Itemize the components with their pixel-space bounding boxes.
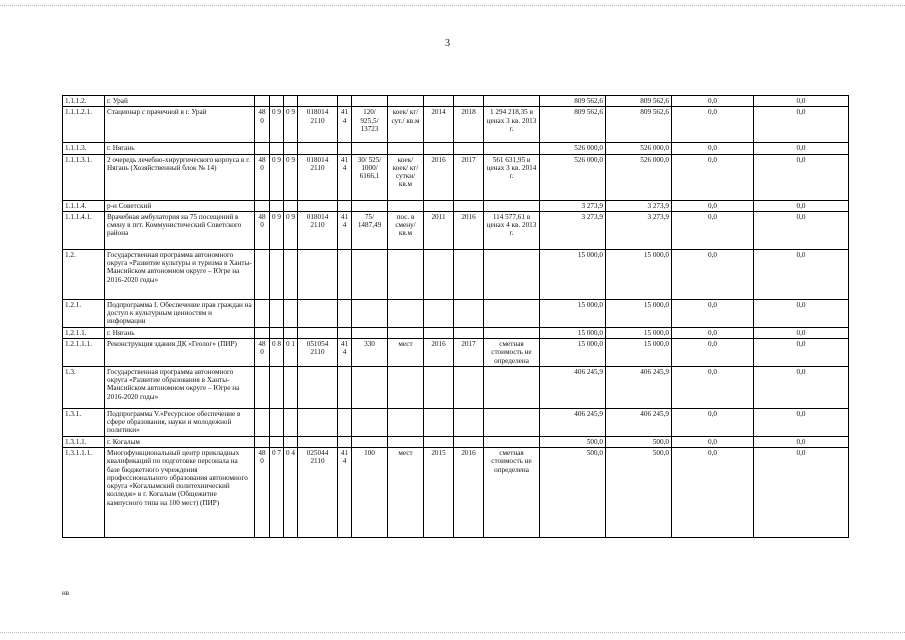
cell-v1: 3 273,9 bbox=[540, 200, 606, 211]
cell-a bbox=[255, 143, 270, 154]
cell-cap bbox=[352, 96, 388, 107]
cell-y1 bbox=[424, 96, 454, 107]
cell-a bbox=[255, 96, 270, 107]
cell-y2 bbox=[454, 299, 484, 327]
table-row bbox=[63, 366, 849, 408]
cell-b: 0 9 bbox=[270, 107, 284, 143]
cell-e: 41 4 bbox=[338, 107, 352, 143]
cell-cost bbox=[484, 408, 540, 436]
cell-unit bbox=[388, 299, 424, 327]
cell-v2: 15 000,0 bbox=[606, 299, 672, 327]
cell-d bbox=[298, 327, 338, 338]
cell-e bbox=[338, 143, 352, 154]
cell-y2: 2018 bbox=[454, 107, 484, 143]
cell-e: 41 4 bbox=[338, 211, 352, 249]
cell-d bbox=[298, 408, 338, 436]
cell-y2: 2016 bbox=[454, 211, 484, 249]
table-row bbox=[63, 299, 849, 327]
cell-a bbox=[255, 200, 270, 211]
table-row bbox=[63, 436, 849, 447]
cell-v1: 406 245,9 bbox=[540, 408, 606, 436]
cell-code: 1.3.1.1.1. bbox=[63, 447, 105, 537]
cell-name: Врачебная амбулатория на 75 посещений в смену в пгт. Коммунистический Советского района bbox=[105, 211, 255, 249]
cell-c bbox=[284, 366, 298, 408]
cell-v1: 406 245,9 bbox=[540, 366, 606, 408]
cell-v2: 15 000,0 bbox=[606, 338, 672, 366]
cell-code: 1.1.1.4. bbox=[63, 200, 105, 211]
cell-code: 1.2.1.1.1. bbox=[63, 338, 105, 366]
cell-v4: 0,0 bbox=[754, 211, 849, 249]
cell-e: 41 4 bbox=[338, 338, 352, 366]
cell-b bbox=[270, 249, 284, 299]
cell-name: Подпрограмма I. Обеспечение прав граждан на доступ к культурным ценностям и информации bbox=[105, 299, 255, 327]
cell-unit: пос. в смену/ кв.м bbox=[388, 211, 424, 249]
cell-v3: 0,0 bbox=[672, 408, 754, 436]
cell-v3: 0,0 bbox=[672, 447, 754, 537]
cell-y1: 2016 bbox=[424, 338, 454, 366]
cell-e: 41 4 bbox=[338, 154, 352, 200]
cell-code: 1.3.1.1. bbox=[63, 436, 105, 447]
cell-c bbox=[284, 436, 298, 447]
cell-c: 0 1 bbox=[284, 338, 298, 366]
cell-v4: 0,0 bbox=[754, 299, 849, 327]
cell-v1: 500,0 bbox=[540, 447, 606, 537]
cell-e: 41 4 bbox=[338, 447, 352, 537]
cell-cap bbox=[352, 200, 388, 211]
cell-a bbox=[255, 299, 270, 327]
cell-y2 bbox=[454, 200, 484, 211]
cell-b bbox=[270, 299, 284, 327]
cell-y2: 2017 bbox=[454, 154, 484, 200]
table-row bbox=[63, 143, 849, 154]
cell-name: Реконструкция здания ДК «Геолог» (ПИР) bbox=[105, 338, 255, 366]
cell-v4: 0,0 bbox=[754, 107, 849, 143]
cell-v4: 0,0 bbox=[754, 366, 849, 408]
cell-name: г. Когалым bbox=[105, 436, 255, 447]
cell-cost bbox=[484, 366, 540, 408]
cell-cost bbox=[484, 327, 540, 338]
cell-v1: 15 000,0 bbox=[540, 338, 606, 366]
cell-code: 1.1.1.2. bbox=[63, 96, 105, 107]
cell-code: 1.2.1.1. bbox=[63, 327, 105, 338]
cell-y1 bbox=[424, 366, 454, 408]
cell-a: 48 0 bbox=[255, 211, 270, 249]
cell-v4: 0,0 bbox=[754, 447, 849, 537]
cell-v2: 15 000,0 bbox=[606, 249, 672, 299]
table-row bbox=[63, 327, 849, 338]
cell-cap: 30/ 525/ 1000/ 6166,1 bbox=[352, 154, 388, 200]
cell-v4: 0,0 bbox=[754, 154, 849, 200]
cell-a: 48 0 bbox=[255, 447, 270, 537]
cell-code: 1.2.1. bbox=[63, 299, 105, 327]
cell-unit: мест bbox=[388, 447, 424, 537]
cell-a bbox=[255, 408, 270, 436]
cell-a bbox=[255, 249, 270, 299]
cell-d: 018014 2110 bbox=[298, 107, 338, 143]
cell-cost bbox=[484, 200, 540, 211]
cell-d: 025044 2110 bbox=[298, 447, 338, 537]
cell-v4: 0,0 bbox=[754, 408, 849, 436]
cell-v2: 526 000,0 bbox=[606, 154, 672, 200]
cell-name: Государственная программа автономного округа «Развитие образования в Ханты-Мансийском автономном округе – Югре на 2016-2020 годы» bbox=[105, 366, 255, 408]
cell-cost: сметная стоимость не определена bbox=[484, 447, 540, 537]
cell-v3: 0,0 bbox=[672, 338, 754, 366]
cell-v1: 526 000,0 bbox=[540, 154, 606, 200]
cell-y1: 2011 bbox=[424, 211, 454, 249]
cell-v3: 0,0 bbox=[672, 249, 754, 299]
cell-unit bbox=[388, 96, 424, 107]
cell-unit bbox=[388, 408, 424, 436]
cell-v2: 526 000,0 bbox=[606, 143, 672, 154]
investment-table bbox=[62, 95, 849, 538]
cell-b bbox=[270, 143, 284, 154]
cell-d bbox=[298, 299, 338, 327]
cell-cap bbox=[352, 299, 388, 327]
cell-y2 bbox=[454, 143, 484, 154]
cell-y2 bbox=[454, 327, 484, 338]
cell-name: г. Нягань bbox=[105, 143, 255, 154]
cell-y1: 2016 bbox=[424, 154, 454, 200]
cell-b: 0 7 bbox=[270, 447, 284, 537]
cell-d bbox=[298, 143, 338, 154]
cell-y2: 2017 bbox=[454, 338, 484, 366]
cell-v3: 0,0 bbox=[672, 154, 754, 200]
cell-code: 1.1.1.3.1. bbox=[63, 154, 105, 200]
cell-unit: коек/ кг/ сут./ кв.м bbox=[388, 107, 424, 143]
cell-name: Государственная программа автономного округа «Развитие культуры и туризма в Ханты-Мансийском автономном округе – Югре на 2016-2020 годы» bbox=[105, 249, 255, 299]
scan-edge-top bbox=[0, 5, 905, 7]
cell-y1 bbox=[424, 436, 454, 447]
cell-cap: 330 bbox=[352, 338, 388, 366]
table-body bbox=[63, 96, 849, 538]
cell-y2 bbox=[454, 96, 484, 107]
cell-v2: 3 273,9 bbox=[606, 211, 672, 249]
cell-code: 1.3.1. bbox=[63, 408, 105, 436]
cell-y2 bbox=[454, 366, 484, 408]
cell-y1 bbox=[424, 299, 454, 327]
cell-e bbox=[338, 96, 352, 107]
cell-b bbox=[270, 408, 284, 436]
cell-cap: 75/ 1487,49 bbox=[352, 211, 388, 249]
table-row bbox=[63, 211, 849, 249]
cell-v3: 0,0 bbox=[672, 366, 754, 408]
cell-code: 1.1.1.2.1. bbox=[63, 107, 105, 143]
cell-v2: 809 562,6 bbox=[606, 96, 672, 107]
table-row bbox=[63, 447, 849, 537]
cell-v4: 0,0 bbox=[754, 143, 849, 154]
cell-e bbox=[338, 436, 352, 447]
cell-e bbox=[338, 249, 352, 299]
cell-v1: 809 562,6 bbox=[540, 96, 606, 107]
cell-v2: 3 273,9 bbox=[606, 200, 672, 211]
cell-y2 bbox=[454, 408, 484, 436]
cell-unit bbox=[388, 436, 424, 447]
table-row bbox=[63, 107, 849, 143]
cell-cost: сметная стоимость не определена bbox=[484, 338, 540, 366]
cell-e bbox=[338, 408, 352, 436]
cell-c bbox=[284, 200, 298, 211]
cell-d bbox=[298, 200, 338, 211]
cell-b bbox=[270, 366, 284, 408]
cell-a bbox=[255, 366, 270, 408]
cell-b: 0 9 bbox=[270, 211, 284, 249]
cell-b: 0 9 bbox=[270, 154, 284, 200]
cell-cost bbox=[484, 249, 540, 299]
cell-c bbox=[284, 408, 298, 436]
cell-v1: 526 000,0 bbox=[540, 143, 606, 154]
cell-c bbox=[284, 299, 298, 327]
cell-c bbox=[284, 327, 298, 338]
cell-v4: 0,0 bbox=[754, 200, 849, 211]
cell-v1: 500,0 bbox=[540, 436, 606, 447]
cell-v2: 500,0 bbox=[606, 447, 672, 537]
cell-cost bbox=[484, 436, 540, 447]
cell-v1: 15 000,0 bbox=[540, 249, 606, 299]
cell-v2: 406 245,9 bbox=[606, 366, 672, 408]
footer-mark: нв bbox=[62, 589, 70, 597]
cell-v3: 0,0 bbox=[672, 299, 754, 327]
cell-v2: 809 562,6 bbox=[606, 107, 672, 143]
cell-v3: 0,0 bbox=[672, 107, 754, 143]
cell-v1: 15 000,0 bbox=[540, 327, 606, 338]
cell-cost bbox=[484, 143, 540, 154]
cell-name: г. Нягань bbox=[105, 327, 255, 338]
cell-v3: 0,0 bbox=[672, 143, 754, 154]
cell-a bbox=[255, 327, 270, 338]
cell-cap: 120/ 925,5/ 13723 bbox=[352, 107, 388, 143]
cell-name: г. Урай bbox=[105, 96, 255, 107]
cell-cost: 561 631,95 в ценах 3 кв. 2014 г. bbox=[484, 154, 540, 200]
cell-v3: 0,0 bbox=[672, 211, 754, 249]
cell-c: 0 4 bbox=[284, 447, 298, 537]
cell-name: Многофункциональный центр прикладных квалификаций по подготовке персонала на базе бюджетного учреждения профессионального образования автономного округа «Когалымский политехнический колледж» в г. Когалым (Общежитие кампусного типа на 100 мест) (ПИР) bbox=[105, 447, 255, 537]
cell-d: 018014 2110 bbox=[298, 211, 338, 249]
cell-d: 018014 2110 bbox=[298, 154, 338, 200]
cell-v4: 0,0 bbox=[754, 249, 849, 299]
cell-v4: 0,0 bbox=[754, 327, 849, 338]
cell-a: 48 0 bbox=[255, 154, 270, 200]
cell-v2: 406 245,9 bbox=[606, 408, 672, 436]
cell-code: 1.2. bbox=[63, 249, 105, 299]
cell-unit: мест bbox=[388, 338, 424, 366]
cell-unit bbox=[388, 143, 424, 154]
cell-y2 bbox=[454, 249, 484, 299]
table-row bbox=[63, 154, 849, 200]
cell-cap bbox=[352, 366, 388, 408]
cell-v4: 0,0 bbox=[754, 338, 849, 366]
cell-a bbox=[255, 436, 270, 447]
cell-y1 bbox=[424, 408, 454, 436]
cell-cost bbox=[484, 96, 540, 107]
cell-unit bbox=[388, 200, 424, 211]
cell-c bbox=[284, 143, 298, 154]
cell-unit: коек/ коек/ кг/ сутки/ кв.м bbox=[388, 154, 424, 200]
table-row bbox=[63, 249, 849, 299]
cell-b: 0 8 bbox=[270, 338, 284, 366]
cell-e bbox=[338, 366, 352, 408]
cell-v3: 0,0 bbox=[672, 436, 754, 447]
cell-v1: 3 273,9 bbox=[540, 211, 606, 249]
cell-c: 0 9 bbox=[284, 211, 298, 249]
cell-v3: 0,0 bbox=[672, 327, 754, 338]
table-row bbox=[63, 200, 849, 211]
cell-a: 48 0 bbox=[255, 107, 270, 143]
cell-c bbox=[284, 249, 298, 299]
cell-y2 bbox=[454, 436, 484, 447]
cell-v2: 15 000,0 bbox=[606, 327, 672, 338]
cell-unit bbox=[388, 366, 424, 408]
cell-v2: 500,0 bbox=[606, 436, 672, 447]
cell-code: 1.1.1.3. bbox=[63, 143, 105, 154]
cell-v4: 0,0 bbox=[754, 436, 849, 447]
cell-c: 0 9 bbox=[284, 107, 298, 143]
cell-b bbox=[270, 436, 284, 447]
cell-cost: 114 577,61 в ценах 4 кв. 2013 г. bbox=[484, 211, 540, 249]
cell-name: Подпрограмма V.«Ресурсное обеспечение в сфере образования, науки и молодежной политики» bbox=[105, 408, 255, 436]
cell-d: 051054 2110 bbox=[298, 338, 338, 366]
cell-e bbox=[338, 200, 352, 211]
cell-y1: 2015 bbox=[424, 447, 454, 537]
cell-v3: 0,0 bbox=[672, 96, 754, 107]
cell-y1 bbox=[424, 143, 454, 154]
cell-cap bbox=[352, 436, 388, 447]
cell-unit bbox=[388, 327, 424, 338]
cell-c bbox=[284, 96, 298, 107]
scan-edge-bottom bbox=[0, 632, 905, 634]
cell-b bbox=[270, 200, 284, 211]
cell-name: р-н Советский bbox=[105, 200, 255, 211]
cell-v1: 15 000,0 bbox=[540, 299, 606, 327]
cell-cap: 100 bbox=[352, 447, 388, 537]
cell-name: 2 очередь лечебно-хирургического корпуса в г. Нягань (Хозяйственный блок № 14) bbox=[105, 154, 255, 200]
cell-v4: 0,0 bbox=[754, 96, 849, 107]
cell-y1 bbox=[424, 249, 454, 299]
cell-code: 1.1.1.4.1. bbox=[63, 211, 105, 249]
cell-name: Стационар с прачечной в г. Урай bbox=[105, 107, 255, 143]
table-row bbox=[63, 338, 849, 366]
cell-cap bbox=[352, 327, 388, 338]
cell-v3: 0,0 bbox=[672, 200, 754, 211]
cell-y1 bbox=[424, 200, 454, 211]
cell-y2: 2016 bbox=[454, 447, 484, 537]
cell-v1: 809 562,6 bbox=[540, 107, 606, 143]
cell-unit bbox=[388, 249, 424, 299]
cell-e bbox=[338, 327, 352, 338]
cell-cap bbox=[352, 143, 388, 154]
cell-d bbox=[298, 249, 338, 299]
cell-b bbox=[270, 96, 284, 107]
cell-cost bbox=[484, 299, 540, 327]
cell-d bbox=[298, 96, 338, 107]
cell-cap bbox=[352, 249, 388, 299]
page-number: 3 bbox=[445, 38, 450, 49]
cell-y1: 2014 bbox=[424, 107, 454, 143]
cell-c: 0 9 bbox=[284, 154, 298, 200]
cell-d bbox=[298, 436, 338, 447]
cell-e bbox=[338, 299, 352, 327]
table-row bbox=[63, 96, 849, 107]
cell-code: 1.3. bbox=[63, 366, 105, 408]
cell-cost: 1 294 218,35 в ценах 3 кв. 2013 г. bbox=[484, 107, 540, 143]
cell-b bbox=[270, 327, 284, 338]
cell-d bbox=[298, 366, 338, 408]
table-row bbox=[63, 408, 849, 436]
cell-y1 bbox=[424, 327, 454, 338]
cell-cap bbox=[352, 408, 388, 436]
cell-a: 48 0 bbox=[255, 338, 270, 366]
